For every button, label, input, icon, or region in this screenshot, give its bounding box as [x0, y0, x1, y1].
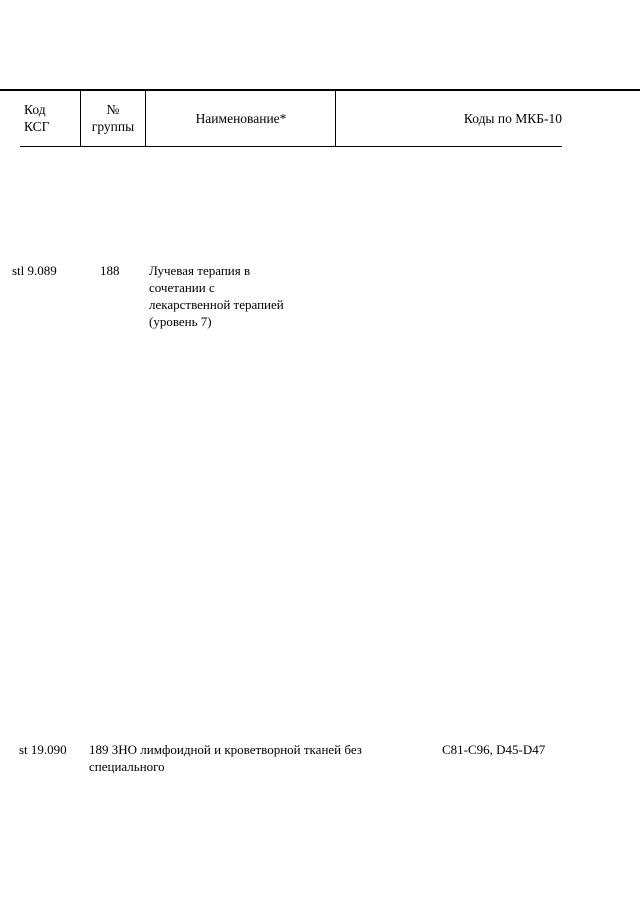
- row-1-code: stl 9.089: [12, 263, 57, 278]
- header-group-line2: группы: [91, 119, 135, 134]
- header-code-line1: Код: [24, 102, 46, 117]
- header-group-line1: №: [106, 102, 120, 117]
- row-2-mkb-codes: C81-C96, D45-D47: [442, 742, 546, 757]
- row-1-name: Лучевая терапия в сочетании с лекарственной терапией (уровень 7): [149, 263, 284, 329]
- header-bottom-border: [20, 146, 562, 147]
- row-2-code: st 19.090: [19, 742, 67, 757]
- row-1-group: 188: [100, 263, 120, 278]
- header-mkb-codes: [337, 90, 562, 146]
- header-name-label: Наименование*: [195, 110, 287, 126]
- header-code-line2: КСГ: [24, 119, 50, 134]
- column-divider: [335, 90, 336, 147]
- header-group-number: [82, 90, 144, 146]
- column-divider: [80, 90, 81, 147]
- column-divider: [145, 90, 146, 147]
- header-mkb-label: Коды по МКБ-10: [463, 110, 562, 126]
- header-code-ksg: [24, 90, 78, 146]
- header-name: [147, 90, 335, 146]
- row-2-name: 189 ЗНО лимфоидной и кроветворной тканей без специального: [89, 742, 362, 774]
